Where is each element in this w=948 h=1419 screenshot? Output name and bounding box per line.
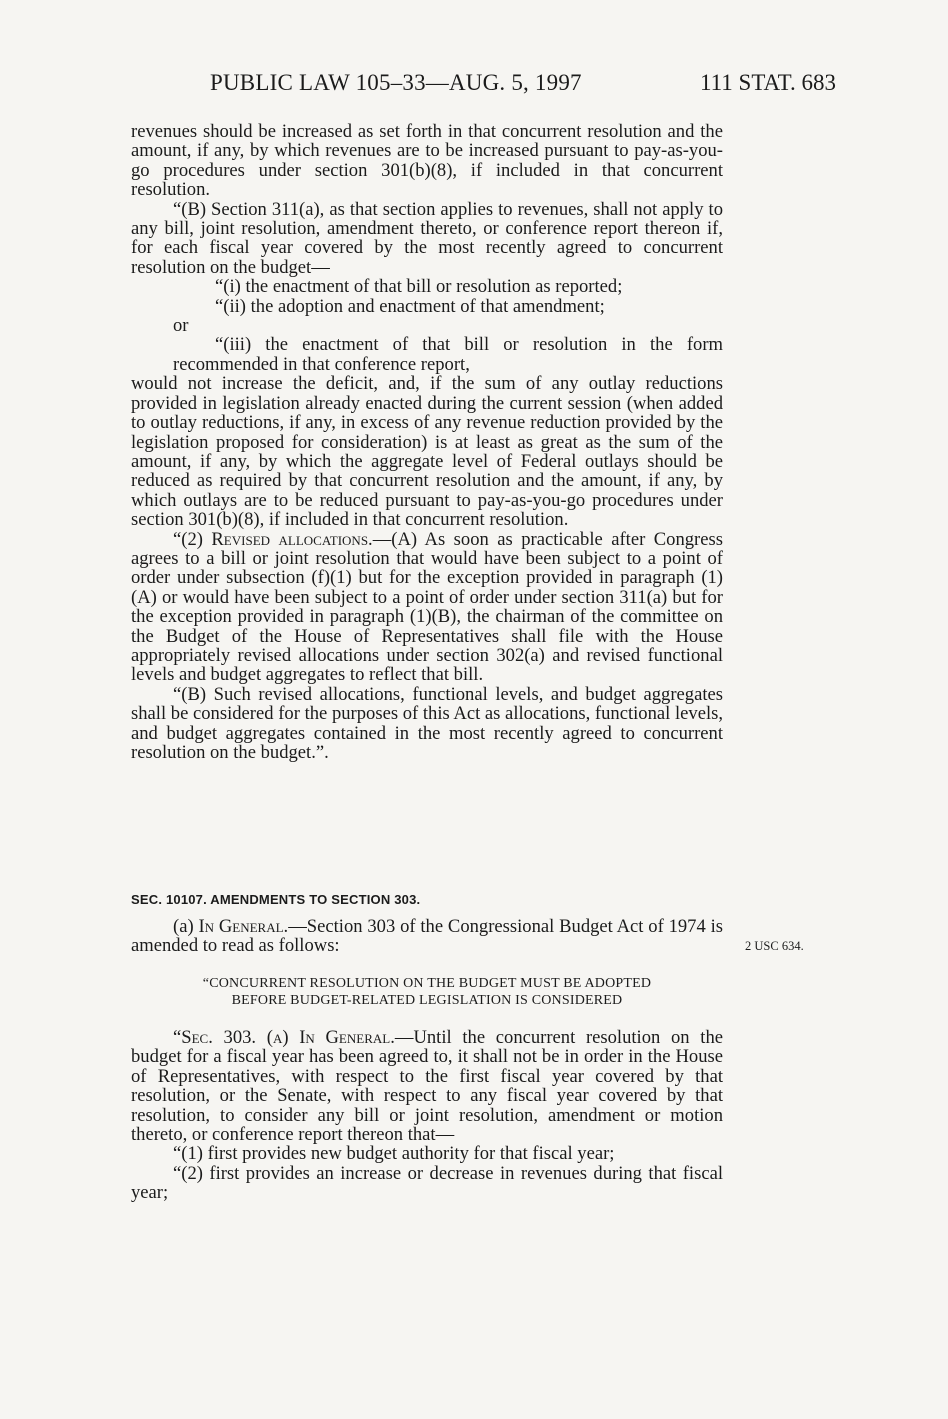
caption-heading: [131, 975, 723, 1009]
para-caps: In General.: [198, 916, 289, 937]
paragraph: [131, 530, 723, 685]
clause-ii: “(ii) the adoption and enactment of that amendment;: [215, 295, 605, 317]
running-header-stat: 111 STAT. 683: [700, 70, 836, 95]
para-lead: (a): [173, 916, 199, 937]
general-paragraph: [131, 917, 723, 956]
para-caps: In General.: [299, 1027, 395, 1048]
clause-i: “(i) the enactment of that bill or resolution as reported;: [215, 276, 623, 298]
para-lead: “Sec. 303. (a): [173, 1027, 300, 1048]
paragraph: “(B) Such revised allocations, functional levels, and budget aggregates shall be considered for the purposes of this Act as allocations, functional levels, and budget aggregates contained in the most recently agreed to concurrent resolution on the budget.”.: [131, 683, 723, 763]
paragraph: revenues should be increased as set forth in that concurrent resolution and the amount, if any, by which revenues are to be increased pursuant to pay-as-you-go procedures under section 301(b)(8), if included in that concurrent resolution.: [131, 121, 723, 201]
clause-iii: “(iii) the enactment of that bill or resolution in the form recommended in that conference report,: [173, 334, 723, 375]
para-text: —Until the concurrent resolution on the budget for a fiscal year has been agreed to, it shall not be in order in the House of Representatives, with respect to the first fiscal year covered by that resolution, or the Senate, with respect to any fiscal year covered by that resolution, to consider any bill or joint resolution, amendment or motion thereto, or conference report thereon that—: [131, 1027, 723, 1146]
paragraph: would not increase the deficit, and, if the sum of any outlay reductions provided in legislation already enacted during the current session (when added to outlay reductions, if any, in excess of any revenue reduction provided by the legislation proposed for consideration) is at least as great as the sum of the amount, if any, by which the aggregate level of Federal outlays should be reduced as required by that concurrent resolution and the amount, if any, by which outlays are to be reduced pursuant to pay-as-you-go procedures under section 301(b)(8), if included in that concurrent resolution.: [131, 373, 723, 531]
para-lead: “(2): [173, 528, 212, 550]
running-header-title: PUBLIC LAW 105–33—AUG. 5, 1997: [210, 70, 582, 95]
caption-line: BEFORE BUDGET-RELATED LEGISLATION IS CONSIDERED: [231, 993, 623, 1008]
body-text: [131, 122, 723, 762]
section-303-text: [131, 1028, 723, 1203]
list-item: “(1) first provides new budget authority for that fiscal year;: [173, 1143, 615, 1165]
para-text: —Section 303 of the Congressional Budget Act of 1974 is amended to read as follows:: [131, 916, 723, 957]
paragraph: “(B) Section 311(a), as that section applies to revenues, shall not apply to any bill, joint resolution, amendment thereto, or conference report thereon if, for each fiscal year covered by the most recently agreed to concurrent resolution on the budget—: [131, 198, 723, 278]
margin-note: 2 USC 634.: [745, 939, 804, 953]
paragraph: [131, 917, 723, 956]
para-text: —(A) As soon as practicable after Congress agrees to a bill or joint resolution that would have been subject to a point of order under subsection (f)(1) but for the exception provided in paragraph (1)(A) or would have been subject to a point of order under section 311(a) but for the exception provided in paragraph (1)(B), the chairman of the committee on the Budget of the House of Representatives shall file with the House appropriately revised allocations under section 302(a) and revised functional levels and budget aggregates to reflect that bill.: [131, 528, 723, 686]
conjunction: or: [173, 315, 189, 337]
caption-line: “CONCURRENT RESOLUTION ON THE BUDGET MUST BE ADOPTED: [202, 976, 652, 991]
paragraph: [131, 1028, 723, 1144]
section-heading: SEC. 10107. AMENDMENTS TO SECTION 303.: [131, 892, 421, 907]
list-item: “(2) first provides an increase or decrease in revenues during that fiscal year;: [131, 1162, 723, 1204]
para-caps: Revised allocations.: [211, 528, 373, 550]
